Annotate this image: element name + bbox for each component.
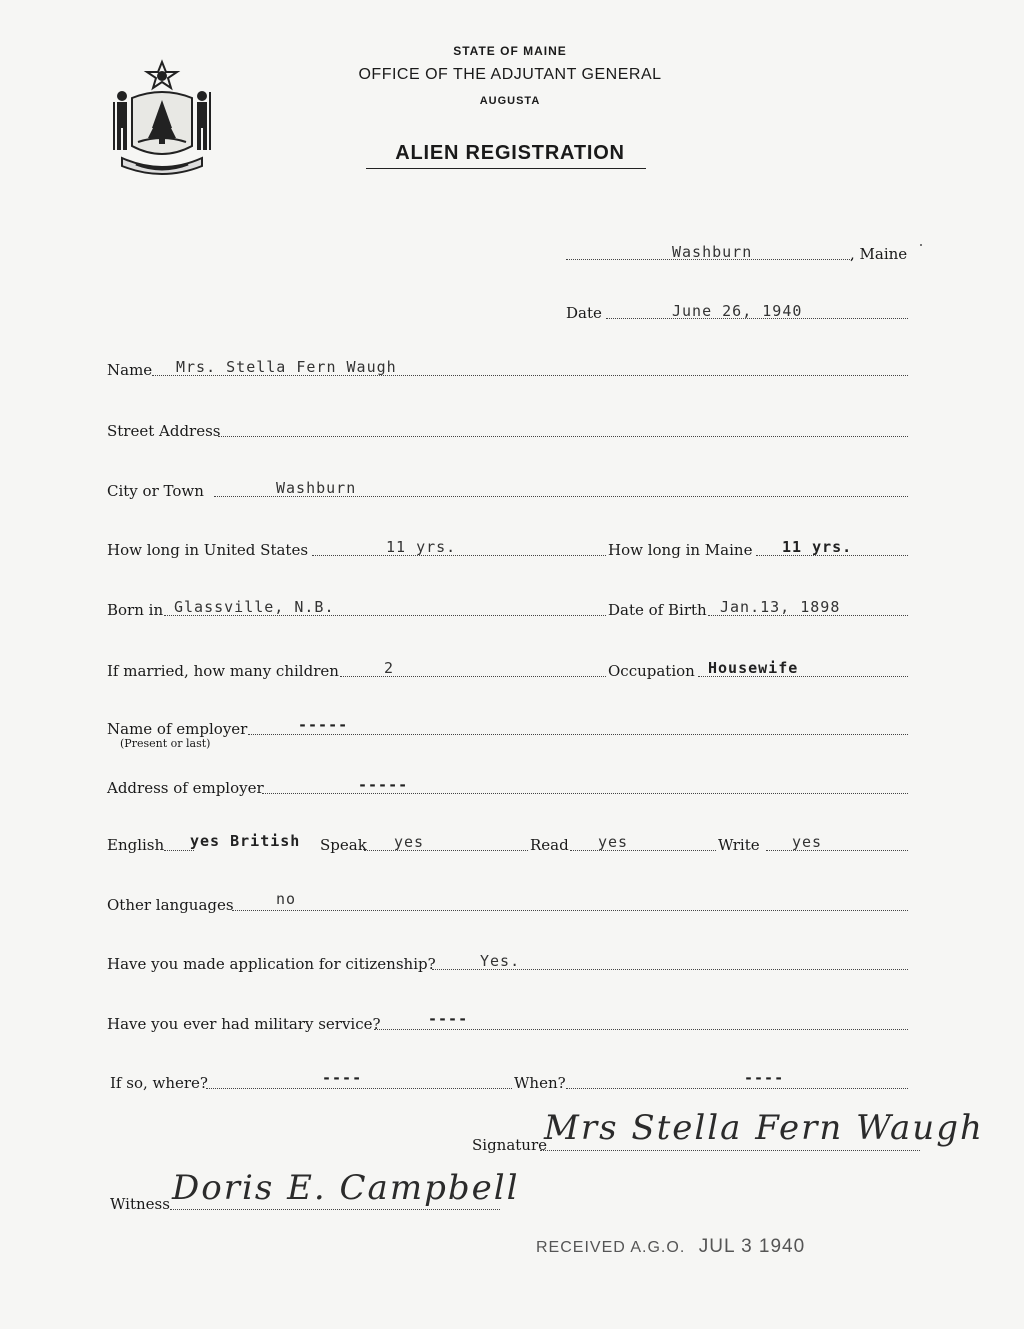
maine-value: 11 yrs. [782,538,853,556]
witness-handwriting: Doris E. Campbell [172,1168,520,1208]
employer-line [248,734,908,735]
received-stamp [536,1236,805,1258]
town-suffix: , Maine [850,245,908,263]
page-mark [920,244,922,246]
date-value: June 26, 1940 [672,302,803,320]
signature-handwriting: Mrs Stella Fern Waugh [544,1108,984,1148]
military-value: ---- [428,1010,469,1028]
signature-line [540,1150,920,1151]
signature-label: Signature [472,1136,548,1154]
read-label: Read [530,836,569,854]
received-stamp-date: JUL 3 1940 [698,1236,806,1257]
street-line [218,436,908,437]
other-languages-line [232,910,908,911]
received-stamp-label: RECEIVED A.G.O. [536,1239,686,1256]
witness-line [170,1209,500,1210]
read-line [570,850,716,851]
name-value: Mrs. Stella Fern Waugh [176,358,397,376]
english-label: English [107,836,165,854]
write-line [766,850,908,851]
children-line [340,676,606,677]
dob-label: Date of Birth [608,601,707,619]
when-label: When? [514,1074,566,1092]
employer-address-label: Address of employer [107,779,264,797]
town-value: Washburn [672,243,753,261]
military-label: Have you ever had military service? [107,1015,381,1033]
military-line [374,1029,908,1030]
occupation-label: Occupation [608,662,695,680]
write-value: yes [792,833,823,851]
born-value: Glassville, N.B. [174,598,335,616]
employer-label: Name of employer [107,720,248,738]
citizenship-label: Have you made application for citizenship? [107,955,436,973]
dob-value: Jan.13, 1898 [720,598,841,616]
english-line [164,850,194,851]
citizenship-value: Yes. [480,952,521,970]
maine-state-seal-icon [108,58,216,176]
employer-sublabel: (Present or last) [120,737,211,750]
when-value: ---- [744,1069,785,1087]
us-value: 11 yrs. [386,538,457,556]
employer-address-value: ----- [358,776,409,794]
city-label: City or Town [107,482,204,500]
speak-value: yes [394,833,425,851]
office-heading: OFFICE OF THE ADJUTANT GENERAL [358,66,662,83]
maine-label: How long in Maine [608,541,753,559]
date-label: Date [566,304,602,322]
witness-label: Witness [110,1195,170,1213]
write-label: Write [718,836,760,854]
where-label: If so, where? [110,1074,208,1092]
employer-value: ----- [298,716,349,734]
us-label: How long in United States [107,541,309,559]
speak-label: Speak [320,836,367,854]
name-label: Name [107,361,153,379]
when-line [566,1088,908,1089]
where-value: ---- [322,1069,363,1087]
children-label: If married, how many children [107,662,339,680]
city-heading: AUGUSTA [479,95,541,107]
street-label: Street Address [107,422,221,440]
born-label: Born in [107,601,164,619]
form-title: ALIEN REGISTRATION [395,142,625,164]
other-languages-value: no [276,890,297,908]
title-underline [366,168,646,169]
children-value: 2 [384,659,395,677]
where-line [206,1088,512,1089]
other-languages-label: Other languages [107,896,234,914]
city-value: Washburn [276,479,357,497]
speak-line [364,850,528,851]
us-line [312,555,606,556]
english-value: yes British [190,832,301,850]
occupation-value: Housewife [708,659,799,677]
state-heading: STATE OF MAINE [453,44,567,58]
read-value: yes [598,833,629,851]
